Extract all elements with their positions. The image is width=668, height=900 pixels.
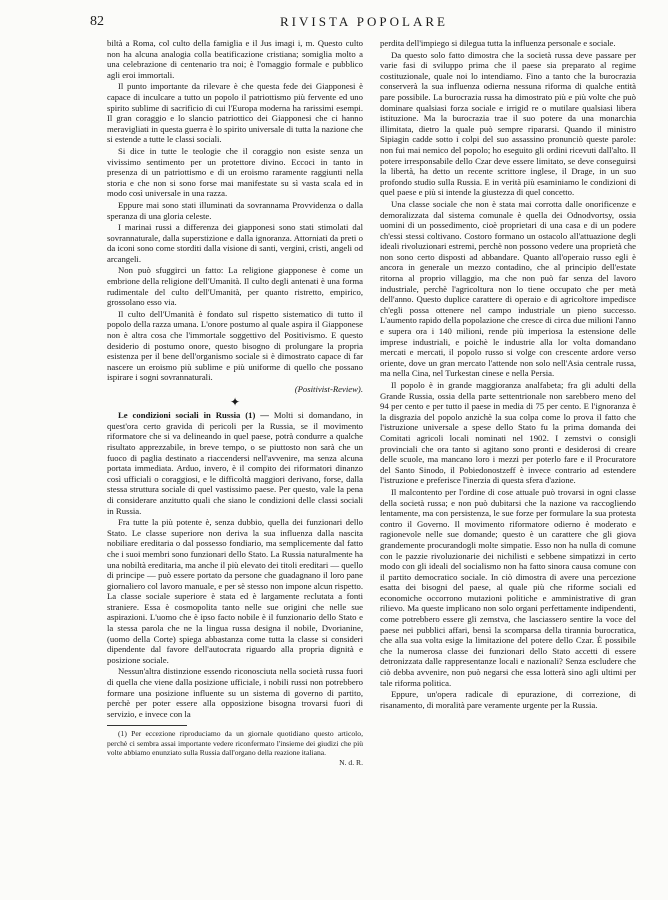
paragraph: [107, 410, 363, 516]
paragraph: Nessun'altra distinzione essendo riconosciuta nella società russa fuori di quella che viene dalla posizione ufficiale, i nobili russi non potrebbero formare una posizione influente su un sistema di governo di partito, perchè per poter essere alla opposizione bisogna trovarsi fuori di servizio, e invece con la: [107, 666, 363, 719]
right-column: [380, 38, 636, 710]
journal-title: RIVISTA POPOLARE: [280, 14, 448, 29]
paragraph: Eppure mai sono stati illuminati da sovrannama Provvidenza o dalla speranza di una gloria celeste.: [107, 199, 363, 221]
footnote-signature: N. d. R.: [339, 758, 363, 768]
section-title: Le condizioni sociali in Russia (1) —: [118, 410, 269, 421]
section-divider-ornament: ✦: [229, 394, 241, 409]
paragraph: Non può sfuggirci un fatto: La religione giapponese è come un embrione della religione dell'Umanità. Il culto degli antenati è una forma rudimentale del culto dell'Umanità, per quanto ristretto, empirico, grossolano esso via.: [107, 265, 363, 308]
paragraph: Il popolo è in grande maggioranza analfabeta; fra gli adulti della Grande Russia, ossia della parte settentrionale non sarebbero meno del 94 per cento e per tutto il paese in media di 75 per cento. E l'ignoranza è la disgrazia del popolo anzichè la sua colpa come lo prova il fatto che l'istruzione universale a spese dello Stato fu la prima domanda dei Comitati agricoli locali nominati nel 1902. I zemstvi o consigli provinciali che ora tanto si agitano sono pronti e desiderosi di creare delle scuole, ma mancano loro i mezzi per poterlo fare e il Procuratore del Santo Sinodo, il Pobiedonostzeff è invece contrario ad estendere l'istruzione e preferisce l'inerzia di questa sfera d'azione.: [380, 380, 636, 486]
paragraph: I marinai russi a differenza dei giapponesi sono stati stimolati dal sovrannaturale, dalla superstizione e dalla ignoranza. Attorniati da preti o da iconi sono come storditi dalla visione di santi, vergini, cristi, angeli od arcangeli.: [107, 222, 363, 264]
article-source: (Positivist-Review).: [294, 384, 363, 394]
paragraph: Il culto dell'Umanità è fondato sul rispetto sistematico di tutto il popolo della razza umana. L'onore postumo al quale aspira il Giapponese non è altra cosa che l'immortale soggettivo del Positivismo. E questo desiderio di postumo onore, questo bisogno di prolungare la propria esistenza per il bene dell'organismo sociale si è dimostrato capace di far nascere un eroismo più sublime e più uniforme di quello che possano ispirare i sogni sovrannaturali.: [107, 308, 363, 383]
paragraph: Una classe sociale che non è stata mai corrotta dalle onorificenze e demoralizzata dal sistema comunale è quella dei Odnodvortsy, ossia uomini di un possedimento, cioè proprietari di una casa e di un podere ch'essi stessi coltivano. Costoro formano un ostacolo all'attuazione degli ideali rivoluzionari estremi, perchè non possono vedere una proprietà che non sono certo disposti ad abbandare. Quanto all'operaio russo egli è ancora in generale un mezzo contadino, che al principio dell'estate ritorna al proprio villaggio, ma che non può far senza del lavoro industriale, perchè l'agricoltura non lo tiene occupato che per metà dell'anno. Questo duplice carattere di operaio e di agricoltore impedisce ch'egli possa ottenere nel campo industriale un pieno successo. L'aumento rapido della popolazione che cresce di circa due milioni l'anno e supera ora i 140 milioni, rende più imperiosa la estensione delle imprese industriali, e poichè le industrie alla lor volta domandano mercati e mercati, il popolo russo si volge con crescente ardore verso oriente, dove un gran mercato l'attende non solo nell'Asia centrale russa, ma nella Cina, nel Turkestan cinese e nella Persia.: [380, 198, 636, 379]
paragraph: Eppure, un'opera radicale di epurazione, di correzione, di risanamento, di moralità pare veramente urgente per la Russia.: [380, 689, 636, 710]
paragraph: Si dice in tutte le teologie che il coraggio non esiste senza un vivissimo sentimento per un protettore divino. Eccoci in tanto in presenza di un patriottismo e di un eroismo raramente raggiunti nella storia e che non si sono forse mai manifestate su sì vasta scala ed in modo così universale in una razza.: [107, 145, 363, 199]
paragraph-text: Molti si domandano, in quest'ora certo gravida di pericoli per la Russia, se il movimento riformatore che si va delineando in quel paese, potrà condurre a qualche risultato apprezzabile, in breve tempo, o se piuttosto non sarà che un fuoco di paglia destinato a riaccendersi nell'avvenire, ma senza alcuna portata immediata. Arduo, invero, è il compito dei riformatori dinanzo così ufficiali o coraggiosi, e le difficoltà maggiori derivano, forse, dalla stessa struttura sociale di quel vastissimo paese. Per questo, vale la pena di considerare anzitutto quali che siano le condizioni delle classi sociali in Russia.: [107, 410, 364, 516]
paragraph: perdita dell'impiego si dilegua tutta la influenza personale e sociale.: [380, 38, 616, 48]
paragraph: Da questo solo fatto dimostra che la società russa deve passare per varie fasi di sviluppo prima che il paese sia preparato al regime costituzionale, quale noi lo intendiamo. Fino a tanto che la burocrazia conserverà la sua influenza odierna nessuna riforma di qualche entità pare possibile. La burocrazia russa ha dimostrato più e più volte che può dominare qualsiasi forza sociale e irrigid re o mutilare qualsiasi libera istituzione. Ma la burocrazia trae il suo potere da una monarchia illimitata, dietro la quale può sempre ripararsi. Quando il ministro Sipiagin cadde sotto i colpi del suo assassino pronunciò queste parole: non fui mai nemico del popolo; ho eseguito gli ordini ricevuti dall'alto. Il potere irresponsabile dello Czar deve essere limitato, se deve conseguirsi la libertà, ha detto un recente scrittore inglese, il Drage, in un suo profondo studio sulla Russia. E in verità più esaminiamo le condizioni di quel paese e più si intende la giustezza di quel concetto.: [380, 49, 636, 198]
page-header: [90, 14, 638, 30]
page-number: 82: [90, 14, 104, 29]
footnote-rule: [107, 725, 187, 726]
left-column: [107, 38, 363, 767]
paragraph: Fra tutte la più potente è, senza dubbio, quella dei funzionari dello Stato. Le classe superiore non deriva la sua influenza dalla nascita nobiliare ereditaria o dal possesso fondiario, ma semplicemente dal fatto che i suoi membri sono funzionari dello Stato. La Russia naturalmente ha una nobiltà ereditaria, ma anche il più elevato dei titoli ereditari — quello di principe — può essere portato da persone che guadagnano il loro pane giornaliero col lavoro manuale, e per sè stesso non impone alcun rispetto. La classe sociale superiore è stata ed è largamente reclutata a fonti straniere. Essa è cosmopolita tanto nelle sue origini che nelle sue aspirazioni. L'uomo che è ipso facto nobile è il funzionario dello Stato e la stessa parola che ne la lingua russa designa il nobile, Dvorianine, (uomo della Corte) spiega abbastanza come tutta la classe si consideri dipendente dal favore dell'autocrata riguardo alla propria dignità e posizione sociale.: [107, 517, 363, 665]
paragraph: Il malcontento per l'ordine di cose attuale può trovarsi in ogni classe della società russa; e non può dubitarsi che la nazione va raccogliendo lentamente, ma con persistenza, le sue forze per formulare la sua protesta contro il Governo. Il movimento riformatore odierno è moderato e ragionevole nelle sue domande; questo è un carattere che gli giova grandemente procurandogli molte simpatie. Esso non ha nulla di comune con le pazzie rivoluzionarie dei nichilisti e sebbene simpatizzi in certo modo con gli ideali del socialismo non ha fatto sinora causa comune con il partito democratico sociale. In ciò dimostra di avere una percezione esatta dei bisogni del paese, al quale più che riforme sociali ed economiche occorrono mutazioni politiche e amministrative di gran rilievo. Ma queste implicano non solo organi perfettamente indipendenti, come potrebbero essere gli zemstva, che lasciassero sentire la voce del paese nei pubblici affari, bensì la scomparsa della tirannia burocratica, che alla sua volta esige la limitazione del potere dello Czar. È possibile che la numerosa classe dei funzionari dello Stato accetti di essere detronizzata dalle rappresentanze locali e nazionali? Senza escludere che ciò debba avvenire, non può negarsi che essa lotterà sino agli ultimi per tale riforma politica.: [380, 486, 636, 688]
paragraph: biltà a Roma, col culto della famiglia e il Jus imagi i, m. Questo culto non ha alcuna analogia colla beatificazione cristiana; somiglia molto a una celebrazione di centenario tra noi; è l'omaggio formale e pubblico agli eroi immortali.: [107, 38, 363, 80]
paragraph: Il punto importante da rilevare è che questa fede dei Giapponesi è capace di inculcare a tutto un popolo il patriottismo più fervente ed uno spirito sublime di sacrificio di cui l'Europa moderna ha rarissimi esempi. Il gran coraggio e lo slancio patriottico dei Giapponesi che ci hanno meravigliati in questa guerra è lo spirito universale di tutta la nazione che si estende a tutte le classi sociali.: [107, 81, 363, 145]
footnote: (1) Per eccezione riproduciamo da un giornale quotidiano questo articolo, perchè ci sembra assai importante vedere riconfermato l'insieme dei giudizi che più volte abbiamo enunziato sulla Russia dall'organo della reazione italiana.: [107, 729, 363, 757]
